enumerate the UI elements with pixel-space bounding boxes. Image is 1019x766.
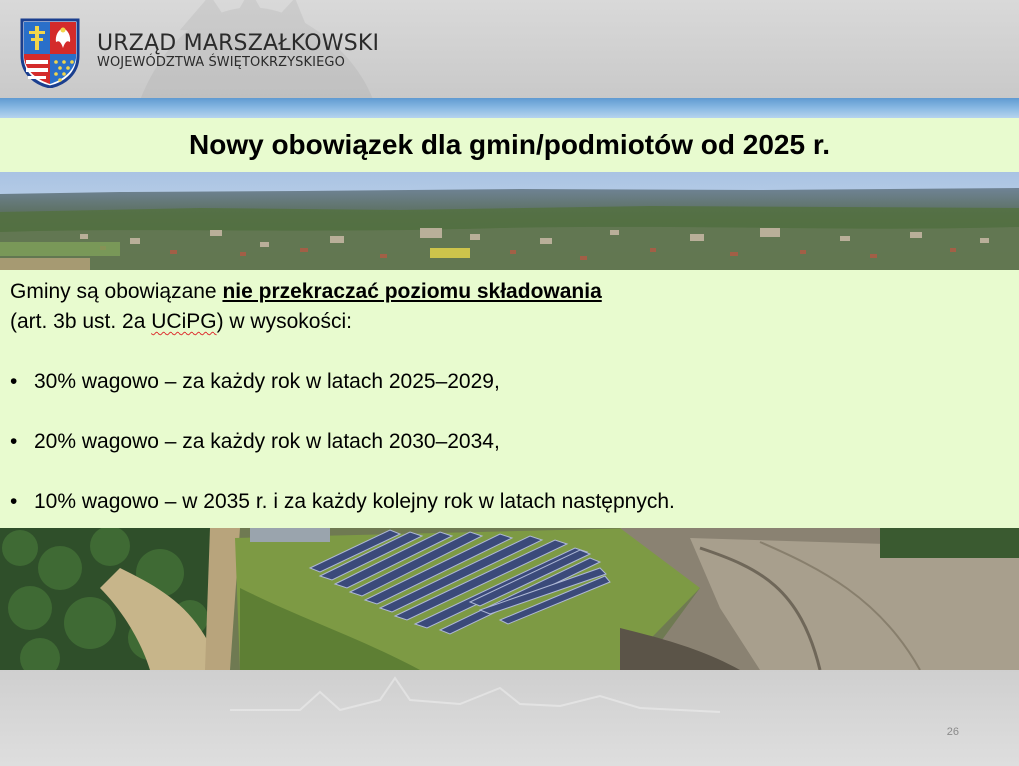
bullet-icon: • xyxy=(10,490,18,513)
legal-reference-before: (art. 3b ust. 2a xyxy=(10,310,152,333)
solar-farm-aerial-photo xyxy=(0,528,1019,670)
intro-sentence xyxy=(10,280,602,304)
list-item xyxy=(10,430,500,454)
legal-reference-after: ) w wysokości: xyxy=(216,310,352,333)
city-panorama-image xyxy=(0,172,1019,270)
intro-emphasis: nie przekraczać poziomu składowania xyxy=(222,280,602,303)
list-item-text: 10% wagowo – w 2035 r. i za każdy kolejny rok w latach następnych. xyxy=(34,490,675,513)
list-item xyxy=(10,370,500,394)
title-band xyxy=(0,118,1019,172)
header-accent-strip xyxy=(0,98,1019,118)
slide-title: Nowy obowiązek dla gmin/podmiotów od 2025 r. xyxy=(189,129,830,160)
legal-reference xyxy=(10,310,352,334)
coat-of-arms-icon xyxy=(20,18,80,88)
list-item xyxy=(10,490,675,514)
intro-text: Gminy są obowiązane xyxy=(10,280,223,303)
organization-name: URZĄD MARSZAŁKOWSKI xyxy=(97,31,380,56)
legal-reference-abbreviation: UCiPG xyxy=(151,310,217,333)
city-panorama-photo xyxy=(0,172,1019,270)
slide-footer xyxy=(0,670,1019,766)
solar-farm-image xyxy=(0,528,1019,670)
page-number: 26 xyxy=(946,726,959,738)
list-item-text: 30% wagowo – za każdy rok w latach 2025–2029, xyxy=(34,370,500,393)
bullet-icon: • xyxy=(10,430,18,453)
slide-header xyxy=(0,0,1019,98)
decorative-skyline-watermark-icon xyxy=(0,670,1019,766)
list-item-text: 20% wagowo – za każdy rok w latach 2030–2034, xyxy=(34,430,500,453)
content-band xyxy=(0,270,1019,528)
bullet-icon: • xyxy=(10,370,18,393)
organization-subtitle: WOJEWÓDZTWA ŚWIĘTOKRZYSKIEGO xyxy=(97,55,345,70)
